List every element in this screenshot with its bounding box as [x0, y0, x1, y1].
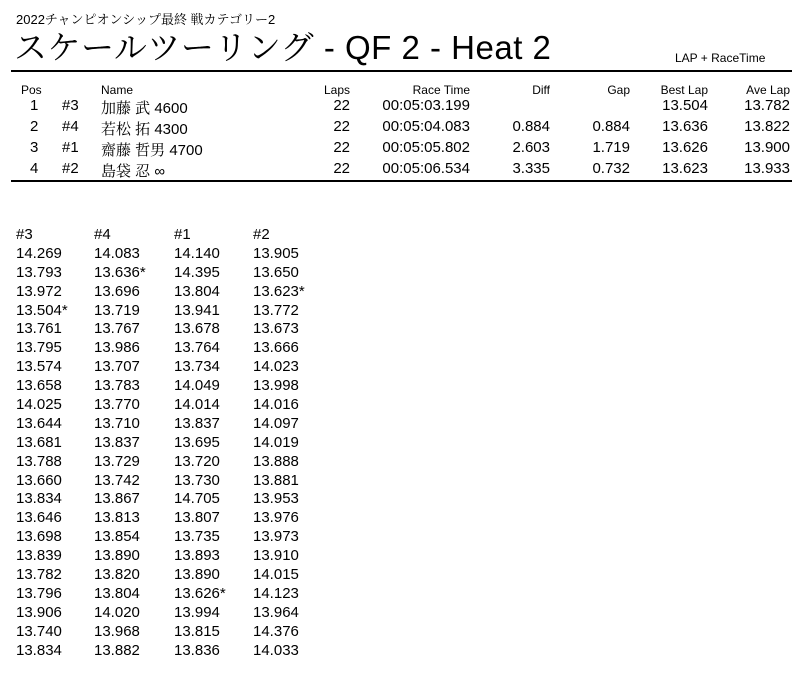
row-ave-lap: 13.900	[744, 139, 790, 156]
lap-time-cell: 13.734	[174, 358, 220, 376]
lap-time-cell: 13.888	[253, 452, 299, 470]
results-mode-label: LAP + RaceTime	[675, 51, 766, 65]
lap-time-cell: 13.820	[94, 566, 140, 584]
lap-time-cell: 13.666	[253, 339, 299, 357]
footer-rule	[11, 180, 792, 182]
col-header-name: Name	[101, 83, 134, 97]
lap-time-cell: 13.730	[174, 471, 220, 489]
row-best-lap: 13.623	[662, 160, 708, 177]
lap-time-cell: 13.964	[253, 603, 299, 621]
lap-time-cell: 14.049	[174, 377, 220, 395]
lap-time-cell: 13.994	[174, 603, 220, 621]
lap-time-cell: 13.986	[94, 339, 140, 357]
lap-column	[253, 226, 305, 660]
lap-time-cell: 13.623*	[253, 282, 305, 300]
lap-time-cell: 13.836	[174, 641, 220, 659]
lap-time-cell: 13.976	[253, 509, 299, 527]
lap-time-cell: 13.782	[16, 566, 62, 584]
lap-time-cell: 14.020	[94, 603, 140, 621]
lap-time-cell: 13.650	[253, 263, 299, 281]
lap-time-cell: 13.906	[16, 603, 62, 621]
lap-column	[94, 226, 146, 660]
row-driver-name: 若松 拓 4300	[101, 121, 188, 138]
lap-time-cell: 13.834	[16, 641, 62, 659]
row-pos: 4	[30, 160, 39, 177]
lap-time-cell: 13.710	[94, 414, 140, 432]
col-header-ave-lap: Ave Lap	[746, 83, 790, 97]
lap-time-cell: 13.770	[94, 396, 140, 414]
col-header-diff: Diff	[532, 83, 550, 97]
row-car-number: #4	[62, 118, 79, 135]
lap-time-cell: 13.854	[94, 528, 140, 546]
lap-column-header: #2	[253, 226, 270, 243]
row-best-lap: 13.504	[662, 97, 708, 114]
lap-time-cell: 13.678	[174, 320, 220, 338]
lap-time-cell: 14.014	[174, 396, 220, 414]
row-pos: 1	[30, 97, 39, 114]
lap-time-cell: 13.998	[253, 377, 299, 395]
lap-time-cell: 13.658	[16, 377, 62, 395]
lap-time-cell: 14.033	[253, 641, 299, 659]
row-driver-name: 齋藤 哲男 4700	[101, 142, 203, 159]
lap-time-cell: 13.968	[94, 622, 140, 640]
lap-time-cell: 13.788	[16, 452, 62, 470]
lap-time-cell: 13.783	[94, 377, 140, 395]
lap-time-cell: 13.646	[16, 509, 62, 527]
lap-time-cell: 13.681	[16, 433, 62, 451]
row-race-time: 00:05:04.083	[382, 118, 470, 135]
lap-time-cell: 13.813	[94, 509, 140, 527]
row-diff: 0.884	[512, 118, 550, 135]
col-header-laps: Laps	[323, 83, 350, 97]
lap-time-cell: 13.839	[16, 547, 62, 565]
lap-column-header: #1	[174, 226, 191, 243]
lap-time-cell: 13.910	[253, 547, 299, 565]
lap-time-cell: 13.696	[94, 282, 140, 300]
lap-time-cell: 14.015	[253, 566, 299, 584]
lap-time-cell: 13.626*	[174, 584, 226, 602]
lap-time-cell: 13.720	[174, 452, 220, 470]
lap-time-cell: 13.867	[94, 490, 140, 508]
row-pos: 2	[30, 118, 39, 135]
lap-time-cell: 13.740	[16, 622, 62, 640]
lap-time-cell: 13.953	[253, 490, 299, 508]
lap-time-cell: 14.016	[253, 396, 299, 414]
lap-time-cell: 13.504*	[16, 301, 68, 319]
lap-time-cell: 13.890	[94, 547, 140, 565]
lap-time-cell: 13.644	[16, 414, 62, 432]
row-laps: 22	[333, 97, 350, 114]
row-laps: 22	[333, 160, 350, 177]
row-ave-lap: 13.782	[744, 97, 790, 114]
lap-time-cell: 13.807	[174, 509, 220, 527]
col-header-pos: Pos	[21, 83, 42, 97]
page-title: スケールツーリング - QF 2 - Heat 2	[14, 29, 552, 66]
row-diff: 2.603	[512, 139, 550, 156]
lap-time-cell: 13.796	[16, 584, 62, 602]
row-driver-name: 加藤 武 4600	[101, 100, 188, 117]
lap-time-cell: 13.719	[94, 301, 140, 319]
lap-time-cell: 14.140	[174, 244, 220, 262]
lap-time-cell: 14.395	[174, 263, 220, 281]
row-laps: 22	[333, 139, 350, 156]
lap-time-cell: 13.673	[253, 320, 299, 338]
row-car-number: #2	[62, 160, 79, 177]
lap-time-cell: 13.636*	[94, 263, 146, 281]
lap-time-cell: 14.097	[253, 414, 299, 432]
lap-time-cell: 14.269	[16, 244, 62, 262]
lap-time-cell: 13.707	[94, 358, 140, 376]
lap-column	[16, 226, 68, 660]
event-subtitle: 2022チャンピオンシップ最終 戦カテゴリー2	[16, 12, 276, 27]
lap-time-cell: 13.890	[174, 566, 220, 584]
row-car-number: #3	[62, 97, 79, 114]
lap-time-cell: 14.023	[253, 358, 299, 376]
lap-time-cell: 13.660	[16, 471, 62, 489]
lap-column-header: #4	[94, 226, 111, 243]
lap-time-cell: 13.973	[253, 528, 299, 546]
lap-time-cell: 13.804	[174, 282, 220, 300]
lap-column	[174, 226, 226, 660]
lap-time-cell: 13.804	[94, 584, 140, 602]
row-race-time: 00:05:06.534	[382, 160, 470, 177]
row-diff: 3.335	[512, 160, 550, 177]
lap-time-cell: 13.972	[16, 282, 62, 300]
lap-time-cell: 13.764	[174, 339, 220, 357]
lap-time-cell: 14.019	[253, 433, 299, 451]
lap-time-cell: 14.376	[253, 622, 299, 640]
lap-time-cell: 13.795	[16, 339, 62, 357]
row-gap: 0.732	[592, 160, 630, 177]
lap-time-cell: 13.735	[174, 528, 220, 546]
row-driver-name: 島袋 忍 ∞	[101, 163, 166, 180]
lap-time-cell: 13.742	[94, 471, 140, 489]
row-race-time: 00:05:05.802	[382, 139, 470, 156]
lap-column-header: #3	[16, 226, 33, 243]
lap-time-cell: 13.772	[253, 301, 299, 319]
lap-time-cell: 13.882	[94, 641, 140, 659]
lap-time-cell: 13.793	[16, 263, 62, 281]
row-ave-lap: 13.822	[744, 118, 790, 135]
row-gap: 0.884	[592, 118, 630, 135]
lap-time-cell: 13.881	[253, 471, 299, 489]
lap-time-cell: 14.083	[94, 244, 140, 262]
row-best-lap: 13.636	[662, 118, 708, 135]
lap-time-cell: 13.837	[174, 414, 220, 432]
lap-time-cell: 13.893	[174, 547, 220, 565]
lap-time-cell: 13.761	[16, 320, 62, 338]
row-laps: 22	[333, 118, 350, 135]
col-header-best-lap: Best Lap	[660, 83, 708, 97]
lap-time-cell: 13.834	[16, 490, 62, 508]
col-header-race-time: Race Time	[412, 83, 470, 97]
col-header-gap: Gap	[607, 83, 630, 97]
header-rule	[11, 70, 792, 72]
row-best-lap: 13.626	[662, 139, 708, 156]
row-ave-lap: 13.933	[744, 160, 790, 177]
lap-time-cell: 13.815	[174, 622, 220, 640]
row-pos: 3	[30, 139, 39, 156]
lap-time-cell: 13.574	[16, 358, 62, 376]
lap-time-cell: 13.767	[94, 320, 140, 338]
lap-time-cell: 14.705	[174, 490, 220, 508]
lap-time-cell: 13.698	[16, 528, 62, 546]
lap-time-cell: 14.025	[16, 396, 62, 414]
row-car-number: #1	[62, 139, 79, 156]
lap-time-cell: 13.729	[94, 452, 140, 470]
lap-time-cell: 13.941	[174, 301, 220, 319]
lap-time-cell: 13.695	[174, 433, 220, 451]
lap-time-cell: 13.837	[94, 433, 140, 451]
row-gap: 1.719	[592, 139, 630, 156]
lap-time-cell: 14.123	[253, 584, 299, 602]
row-race-time: 00:05:03.199	[382, 97, 470, 114]
lap-time-cell: 13.905	[253, 244, 299, 262]
